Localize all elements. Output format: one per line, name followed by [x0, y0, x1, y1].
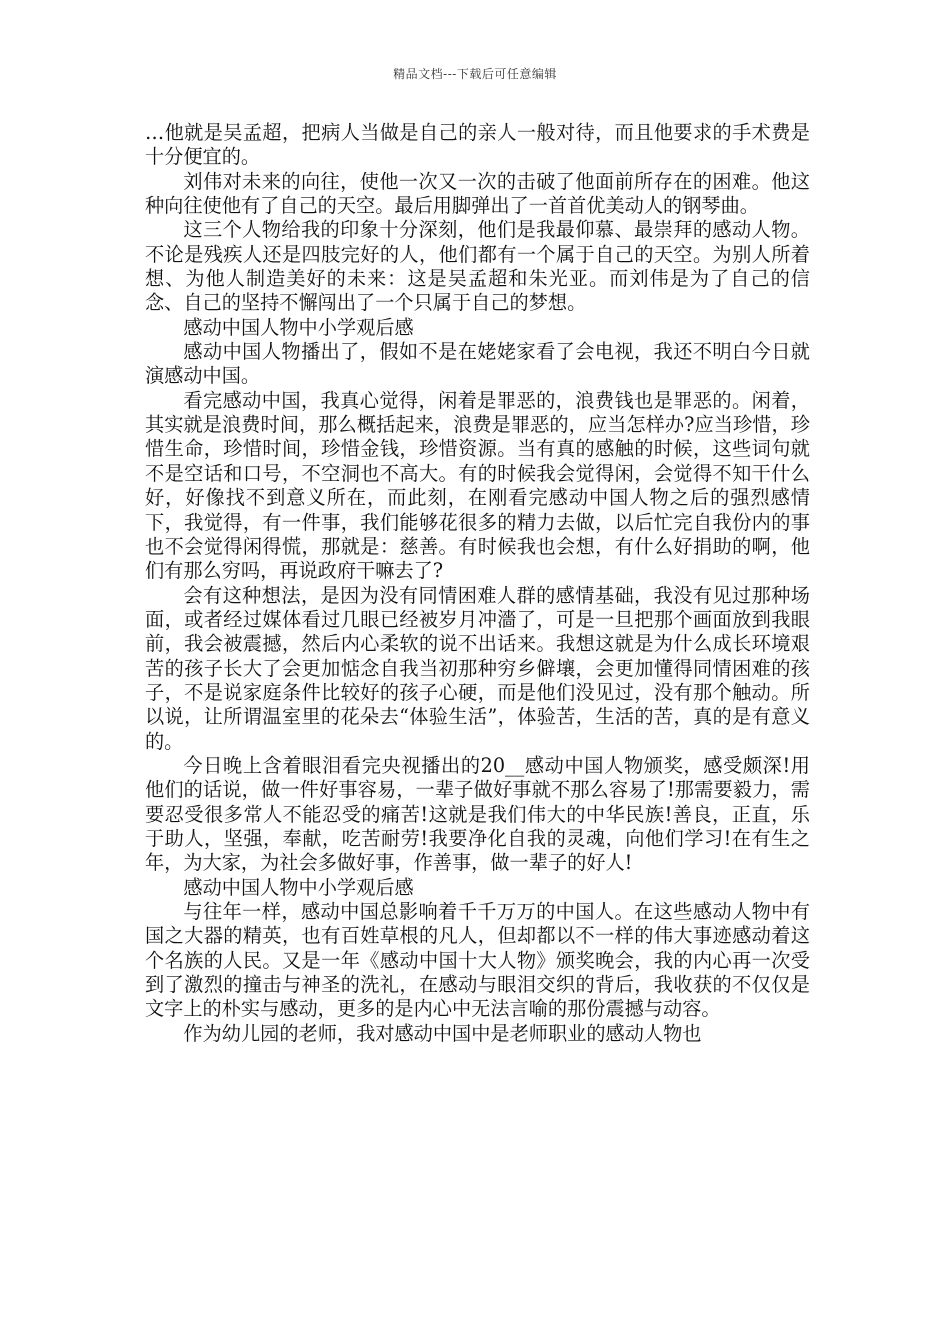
paragraph: 会有这种想法，是因为没有同情困难人群的感情基础，我没有见过那种场面，或者经过媒体看过几眼已经被岁月冲濇了，可是一旦把那个画面放到我眼前，我会被震撼，然后内心柔软的说不出话来。我想这就是为什么成长环境艰苦的孩子长大了会更加惦念自我当初那种穷乡僻壤，会更加懂得同情困难的孩子，不是说家庭条件比较好的孩子心硬，而是他们没见过，没有那个触动。所以说，让所谓温室里的花朵去“体验生活”，体验苦，生活的苦，真的是有意义的。 — [145, 583, 810, 753]
paragraph: 刘伟对未来的向往，使他一次又一次的击破了他面前所存在的困难。他这种向往使他有了自己的天空。最后用脚弹出了一首首优美动人的钢琴曲。 — [145, 169, 810, 218]
paragraph: 看完感动中国，我真心觉得，闲着是罪恶的，浪费钱也是罪恶的。闲着，其实就是浪费时间，那么概括起来，浪费是罪恶的，应当怎样办?应当珍惜，珍惜生命，珍惜时间，珍惜金钱，珍惜资源。当有真的感触的时候，这些词句就不是空话和口号，不空洞也不高大。有的时候我会觉得闲，会觉得不知干什么好，好像找不到意义所在，而此刻，在刚看完感动中国人物之后的强烈感情下，我觉得，有一件事，我们能够花很多的精力去做，以后忙完自我份内的事也不会觉得闲得慌，那就是：慈善。有时候我也会想，有什么好捐助的啊，他们有那么穷吗，再说政府干嘛去了? — [145, 388, 810, 583]
section-heading: 感动中国人物中小学观后感 — [183, 315, 414, 339]
paragraph: 感动中国人物播出了，假如不是在姥姥家看了会电视，我还不明白今日就演感动中国。 — [145, 340, 810, 388]
paragraph: …他就是吴孟超，把病人当做是自己的亲人一般对待，而且他要求的手术费是十分便宜的。 — [145, 121, 810, 169]
paragraph: 与往年一样，感动中国总影响着千千万万的中国人。在这些感动人物中有国之大器的精英，也有百姓草根的凡人，但却都以不一样的伟大事迹感动着这个名族的人民。又是一年《感动中国十大人物》颁奖晚会，我的内心再一次受到了激烈的撞击与神圣的洗礼，在感动与眼泪交织的背后，我收获的不仅仅是文字上的朴实与感动，更多的是内心中无法言喻的那份震撼与动容。 — [145, 900, 810, 1021]
section-heading: 感动中国人物中小学观后感 — [183, 875, 414, 899]
paragraph: 作为幼儿园的老师，我对感动中国中是老师职业的感动人物也 — [183, 1021, 702, 1045]
page-header: 精品文档---下载后可任意编辑 — [393, 67, 557, 81]
paragraph: 今日晚上含着眼泪看完央视播出的20__感动中国人物颁奖，感受颇深!用他们的话说，做一件好事容易，一辈子做好事就不那么容易了!那需要毅力，需要忍受很多常人不能忍受的痛苦!这就是我们伟大的中华民族!善良，正直，乐于助人，坚强，奉献，吃苦耐劳!我要净化自我的灵魂，向他们学习!在有生之年，为大家，为社会多做好事，作善事，做一辈子的好人! — [145, 753, 810, 875]
document-body — [145, 121, 810, 1046]
paragraph: 这三个人物给我的印象十分深刻，他们是我最仰慕、最崇拜的感动人物。不论是残疾人还是四肢完好的人，他们都有一个属于自己的天空。为别人所着想、为他人制造美好的未来：这是吴孟超和朱光亚。而刘伟是为了自己的信念、自己的坚持不懈闯出了一个只属于自己的梦想。 — [145, 218, 810, 315]
